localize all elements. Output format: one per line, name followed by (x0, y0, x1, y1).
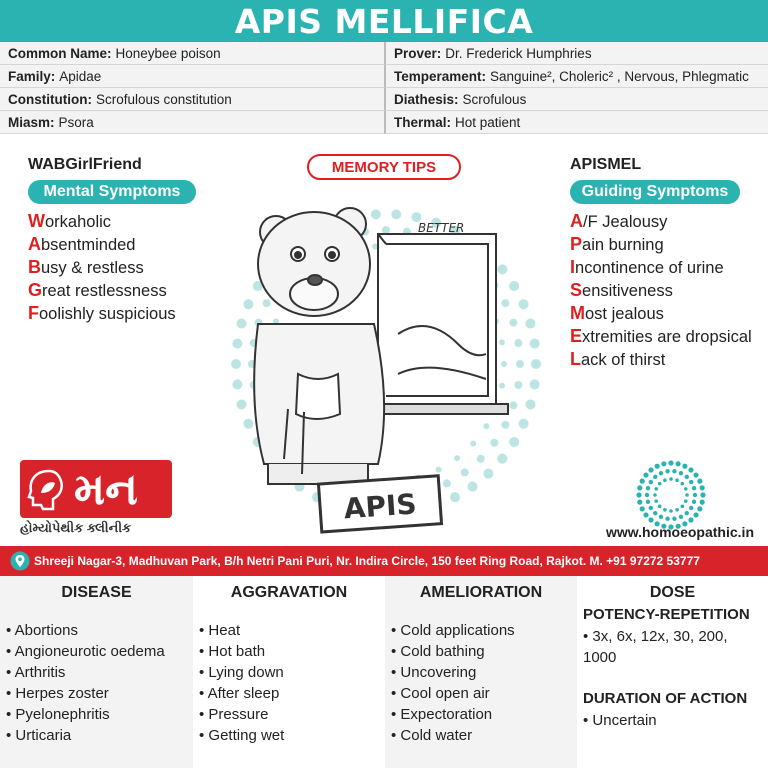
mental-mnemonic: WABGirlFriend (28, 156, 142, 173)
address-text: Shreeji Nagar-3, Madhuvan Park, B/h Netri Pani Puri, Nr. Indira Circle, 150 feet Ring Road, Rajkot. M. +91 97272 53777 (34, 554, 700, 568)
list-item: • Uncertain (583, 710, 768, 731)
list-item: Great restlessness (28, 280, 167, 300)
amelioration-list (385, 620, 577, 746)
list-item: • Urticaria (6, 725, 193, 746)
potency-list (577, 626, 768, 668)
clinic-logo (20, 460, 172, 518)
disease-heading: DISEASE (61, 584, 132, 601)
list-item: • Cool open air (391, 683, 577, 704)
location-pin-icon (10, 551, 30, 571)
list-item: • Heat (199, 620, 385, 641)
list-item: • Abortions (6, 620, 193, 641)
list-item: Extremities are dropsical (570, 326, 752, 346)
list-item: • Angioneurotic oedema (6, 641, 193, 662)
info-table (0, 42, 768, 134)
website-logo-icon (636, 460, 706, 530)
info-common-name: Common Name: Honeybee poison (0, 42, 384, 65)
list-item: Pain burning (570, 234, 664, 254)
list-item: • Cold applications (391, 620, 577, 641)
memory-tips-badge: MEMORY TIPS (307, 154, 461, 180)
list-item: Absentminded (28, 234, 136, 254)
list-item: • Arthritis (6, 662, 193, 683)
list-item: • Expectoration (391, 704, 577, 725)
window-sign-text: BETTER (418, 221, 465, 235)
list-item: Most jealous (570, 303, 664, 323)
apis-sign-text: APIS (342, 487, 418, 526)
clinic-logo-name: મન (74, 463, 138, 515)
duration-list (577, 710, 768, 731)
list-item: Workaholic (28, 211, 112, 231)
list-item: • 3x, 6x, 12x, 30, 200, 1000 (583, 626, 753, 668)
amelioration-heading: AMELIORATION (419, 584, 543, 601)
aggravation-column (193, 576, 385, 768)
bear-illustration (228, 184, 544, 544)
info-thermal: Thermal: Hot patient (384, 111, 768, 134)
list-item: • Hot bath (199, 641, 385, 662)
list-item: • After sleep (199, 683, 385, 704)
list-item: Busy & restless (28, 257, 144, 277)
mental-symptoms-list (28, 210, 176, 325)
clinic-logo-subtitle: હોમ્યોપેથીક ક્લીનીક (20, 520, 132, 535)
list-item: Foolishly suspicious (28, 303, 176, 323)
address-bar (0, 546, 768, 576)
potency-heading: POTENCY-REPETITION (583, 606, 750, 623)
info-temperament: Temperament: Sanguine², Choleric² , Nervous, Phlegmatic (384, 65, 768, 88)
disease-list (0, 620, 193, 746)
info-miasm: Miasm: Psora (0, 111, 384, 134)
info-prover: Prover: Dr. Frederick Humphries (384, 42, 768, 65)
info-diathesis: Diathesis: Scrofulous (384, 88, 768, 111)
window-drawing (368, 234, 508, 414)
amelioration-column (385, 576, 577, 768)
list-item: • Cold water (391, 725, 577, 746)
list-item: Sensitiveness (570, 280, 673, 300)
website-link[interactable]: www.homoeopathic.in (605, 524, 754, 540)
aggravation-list (193, 620, 385, 746)
list-item: • Getting wet (199, 725, 385, 746)
dose-heading: DOSE (649, 584, 696, 601)
list-item: • Uncovering (391, 662, 577, 683)
list-item: A/F Jealousy (570, 211, 668, 231)
aggravation-heading: AGGRAVATION (230, 584, 348, 601)
list-item: • Pyelonephritis (6, 704, 193, 725)
info-family: Family: Apidae (0, 65, 384, 88)
mental-symptoms-pill: Mental Symptoms (28, 180, 196, 204)
list-item: • Herpes zoster (6, 683, 193, 704)
list-item: Lack of thirst (570, 349, 666, 369)
guiding-mnemonic: APISMEL (570, 156, 642, 173)
list-item: • Cold bathing (391, 641, 577, 662)
bottom-columns (0, 576, 768, 768)
guiding-symptoms-list (570, 210, 752, 371)
head-leaf-icon (20, 460, 70, 518)
bear-drawing (254, 208, 384, 484)
list-item: Incontinence of urine (570, 257, 724, 277)
page-title: APIS MELLIFICA (234, 1, 534, 41)
dose-column (577, 576, 768, 768)
title-bar (0, 0, 768, 42)
list-item: • Pressure (199, 704, 385, 725)
duration-heading: DURATION OF ACTION (583, 690, 748, 707)
memory-tips-section (0, 134, 768, 546)
disease-column (0, 576, 193, 768)
list-item: • Lying down (199, 662, 385, 683)
guiding-symptoms-pill: Guiding Symptoms (570, 180, 740, 204)
info-constitution: Constitution: Scrofulous constitution (0, 88, 384, 111)
